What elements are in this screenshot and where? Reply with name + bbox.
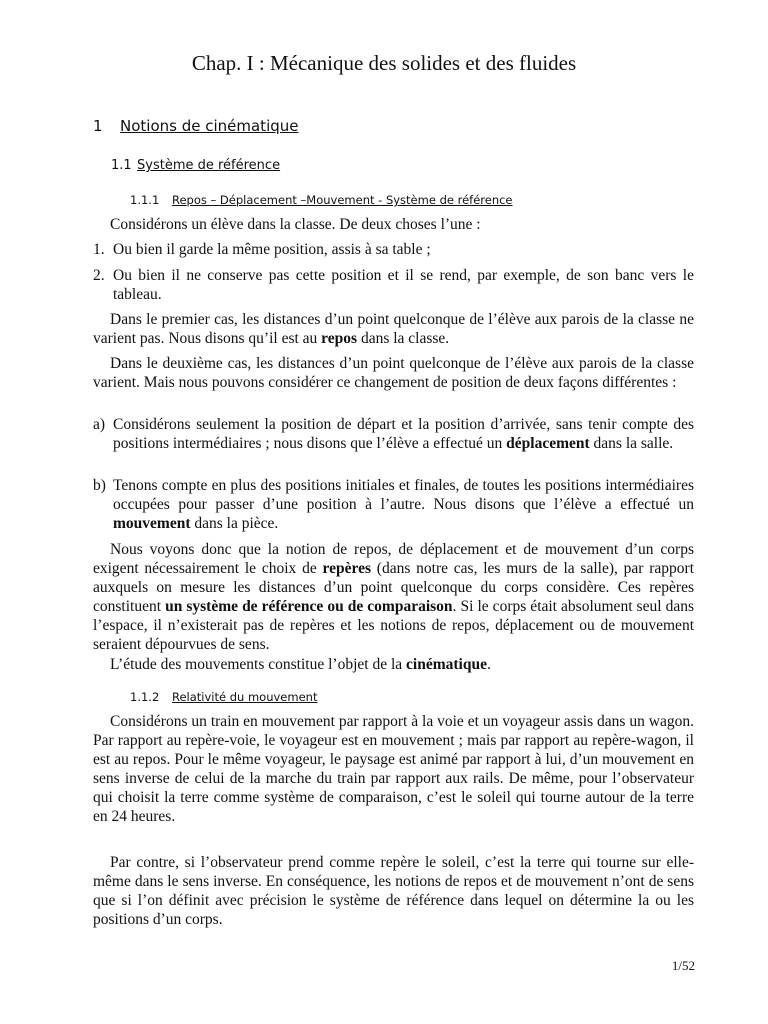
paragraph-par-contre: Par contre, si l’observateur prend comme repère le soleil, c’est la terre qui tourne sur elle-même dans le sens inverse. En conséquence, les notions de repos et de mouvement n’ont de sens que si l’on définit avec précision le système de référence dans lequel on détermine la ou les positions d’un corps. — [93, 854, 694, 928]
list-item-text: Ou bien il ne conserve pas cette position et il se rend, par exemple, de son banc vers le tableau. — [113, 267, 694, 303]
list-item-text: Tenons compte en plus des positions initiales et finales, de toutes les positions intermédiaires occupées pour passer d’une position à l’autre. Nous disons que l’élève a effectué un mouvement dans la pièce. — [113, 477, 694, 532]
paragraph-intro: Considérons un élève dans la classe. De deux choses l’une : — [110, 216, 481, 233]
section-number: 1.1 — [111, 158, 132, 173]
lettered-item-b — [93, 476, 694, 533]
section-heading-1-1-2 — [130, 689, 317, 705]
section-number: 1.1.1 — [130, 193, 160, 207]
chapter-title: Chap. I : Mécanique des solides et des fluides — [191, 51, 577, 75]
term-mouvement: mouvement — [113, 515, 191, 532]
term-cinematique: cinématique — [406, 656, 487, 673]
section-heading-1-1-1 — [130, 192, 513, 208]
paragraph-cinematique: L’étude des mouvements constitue l’objet de la cinématique. — [110, 656, 491, 673]
term-repos: repos — [321, 330, 358, 347]
paragraph-train: Considérons un train en mouvement par rapport à la voie et un voyageur assis dans un wagon. Par rapport au repère-voie, le voyageur est en mouvement ; mais par rapport au repère-wagon, il est au repos. Pour le même voyageur, le paysage est animé par rapport à lui, d’un mouvement en sens inverse de celui de la marche du train par rapport aux rails. De même, pour l’observateur qui choisit la terre comme système de comparaison, c’est le soleil qui tourne autour de la terre en 24 heures. — [93, 713, 694, 825]
section-heading-1 — [93, 116, 299, 136]
list-marker: 1. — [93, 241, 105, 258]
lettered-item-a — [93, 415, 694, 453]
term-deplacement: déplacement — [506, 435, 590, 452]
numbered-item-2 — [93, 266, 694, 304]
section-title: Relativité du mouvement — [172, 690, 318, 704]
list-item-text: Ou bien il garde la même position, assis à sa table ; — [113, 241, 431, 258]
term-systeme-reference: un système de référence ou de comparaison — [165, 598, 453, 615]
section-title: Système de référence — [137, 158, 281, 173]
section-title: Notions de cinématique — [120, 117, 299, 135]
list-item-text: Considérons seulement la position de départ et la position d’arrivée, sans tenir compte des positions intermédiaires ; nous disons que l’élève a effectué un déplacement dans la salle. — [113, 416, 694, 452]
section-heading-1-1 — [111, 157, 280, 175]
list-marker: 2. — [93, 267, 105, 284]
paragraph-repos: Dans le premier cas, les distances d’un point quelconque de l’élève aux parois de la classe ne varient pas. Nous disons qu’il est au repos dans la classe. — [93, 311, 694, 347]
section-number: 1.1.2 — [130, 690, 160, 704]
term-reperes: repères — [322, 560, 371, 577]
section-title: Repos – Déplacement –Mouvement - Système de référence — [172, 193, 513, 207]
paragraph-systeme-reference: Nous voyons donc que la notion de repos, de déplacement et de mouvement d’un corps exigent nécessairement le choix de repères (dans notre cas, les murs de la salle), par rapport auxquels on mesure les distances d’un point quelconque du corps considère. Ces repères constituent un système de référence ou de comparaison. Si le corps était absolument seul dans l’espace, il n’existerait pas de repères et les notions de repos, déplacement ou de mouvement seraient dépourvues de sens. — [93, 541, 694, 653]
list-marker: b) — [93, 477, 106, 494]
paragraph-deuxieme-cas: Dans le deuxième cas, les distances d’un point quelconque de l’élève aux parois de la classe varient. Mais nous pouvons considérer ce changement de position de deux façons différentes : — [93, 355, 694, 391]
page-number: 1/52 — [671, 958, 695, 973]
section-number: 1 — [93, 117, 103, 135]
numbered-item-1 — [93, 240, 694, 259]
list-marker: a) — [93, 416, 106, 433]
